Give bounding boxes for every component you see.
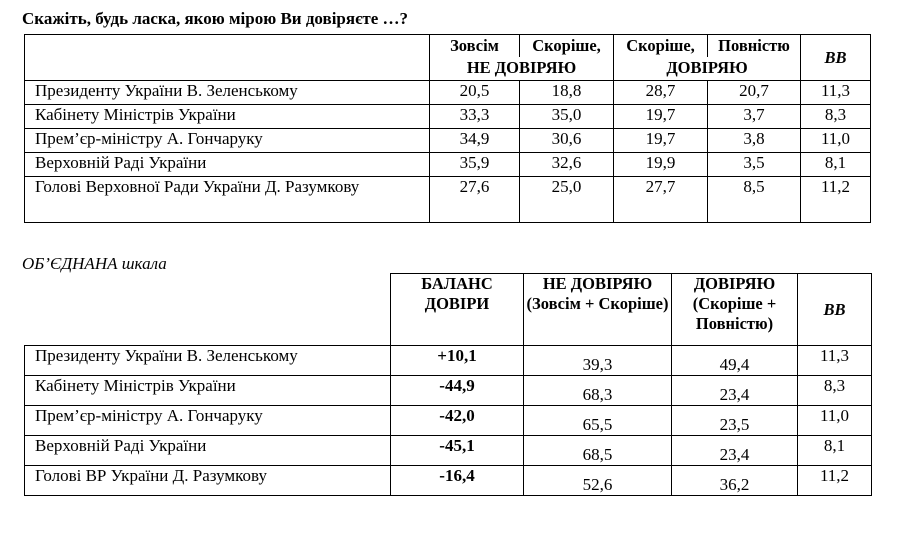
header-vv: ВВ bbox=[801, 35, 871, 81]
cell-zovsim: 35,9 bbox=[430, 153, 520, 177]
cell-povnistyu: 3,7 bbox=[708, 105, 801, 129]
cell-skorishe-trust: 19,7 bbox=[614, 129, 708, 153]
cell-vv: 8,1 bbox=[801, 153, 871, 177]
table-header-group-row bbox=[25, 57, 871, 81]
cell-trust: 23,4 bbox=[672, 376, 798, 406]
table-header-row bbox=[25, 35, 871, 57]
row-label: Прем’єр-міністру А. Гончаруку bbox=[25, 129, 430, 153]
row-label: Президенту України В. Зеленському bbox=[25, 346, 391, 376]
cell-povnistyu: 20,7 bbox=[708, 81, 801, 105]
cell-balance: -45,1 bbox=[391, 436, 524, 466]
row-label: Прем’єр-міністру А. Гончаруку bbox=[25, 406, 391, 436]
cell-zovsim: 33,3 bbox=[430, 105, 520, 129]
table-row bbox=[25, 406, 872, 436]
cell-skorishe-distrust: 32,6 bbox=[520, 153, 614, 177]
cell-skorishe-trust: 19,9 bbox=[614, 153, 708, 177]
table-row bbox=[25, 436, 872, 466]
cell-vv: 8,3 bbox=[801, 105, 871, 129]
cell-povnistyu: 3,5 bbox=[708, 153, 801, 177]
table-header-row bbox=[25, 274, 872, 346]
table-row bbox=[25, 81, 871, 105]
header-group-trust: ДОВІРЯЮ bbox=[614, 57, 801, 81]
table-header-blank-2 bbox=[25, 57, 430, 81]
cell-zovsim: 20,5 bbox=[430, 81, 520, 105]
cell-balance: -42,0 bbox=[391, 406, 524, 436]
cell-zovsim: 27,6 bbox=[430, 177, 520, 223]
table-row bbox=[25, 346, 872, 376]
table-row bbox=[25, 177, 871, 223]
cell-vv: 11,2 bbox=[801, 177, 871, 223]
cell-distrust: 65,5 bbox=[524, 406, 672, 436]
cell-balance: -44,9 bbox=[391, 376, 524, 406]
header-povnistyu: Повністю bbox=[708, 35, 801, 57]
combined-scale-subtitle: ОБ’ЄДНАНА шкала bbox=[22, 254, 167, 273]
table-row bbox=[25, 153, 871, 177]
cell-skorishe-trust: 27,7 bbox=[614, 177, 708, 223]
table-row bbox=[25, 466, 872, 496]
header-distrust-combined: НЕ ДОВІРЯЮ (Зовсім + Скоріше) bbox=[524, 274, 672, 346]
cell-trust: 36,2 bbox=[672, 466, 798, 496]
header-balance: БАЛАНС ДОВІРИ bbox=[391, 274, 524, 346]
cell-vv: 8,1 bbox=[798, 436, 872, 466]
cell-distrust: 39,3 bbox=[524, 346, 672, 376]
cell-distrust: 68,5 bbox=[524, 436, 672, 466]
cell-trust: 49,4 bbox=[672, 346, 798, 376]
cell-vv: 11,2 bbox=[798, 466, 872, 496]
row-label: Голові ВР України Д. Разумкову bbox=[25, 466, 391, 496]
cell-skorishe-distrust: 18,8 bbox=[520, 81, 614, 105]
cell-vv: 11,0 bbox=[798, 406, 872, 436]
row-label: Голові Верховної Ради України Д. Разумкову bbox=[25, 177, 430, 223]
header-zovsim: Зовсім bbox=[430, 35, 520, 57]
header-skorishe-distrust: Скоріше, bbox=[520, 35, 614, 57]
table-row bbox=[25, 376, 872, 406]
trust-combined-table bbox=[24, 273, 872, 496]
header-group-distrust: НЕ ДОВІРЯЮ bbox=[430, 57, 614, 81]
row-label: Верховній Раді України bbox=[25, 436, 391, 466]
cell-vv: 11,3 bbox=[801, 81, 871, 105]
table-header-blank bbox=[25, 35, 430, 57]
cell-trust: 23,5 bbox=[672, 406, 798, 436]
cell-skorishe-trust: 28,7 bbox=[614, 81, 708, 105]
cell-distrust: 52,6 bbox=[524, 466, 672, 496]
table-row bbox=[25, 105, 871, 129]
cell-skorishe-distrust: 35,0 bbox=[520, 105, 614, 129]
cell-skorishe-distrust: 25,0 bbox=[520, 177, 614, 223]
survey-question-title: Скажіть, будь ласка, якою мірою Ви довіряєте …? bbox=[22, 9, 409, 28]
cell-balance: -16,4 bbox=[391, 466, 524, 496]
row-label: Кабінету Міністрів України bbox=[25, 105, 430, 129]
cell-vv: 11,3 bbox=[798, 346, 872, 376]
cell-skorishe-trust: 19,7 bbox=[614, 105, 708, 129]
trust-detailed-table bbox=[24, 34, 871, 223]
cell-trust: 23,4 bbox=[672, 436, 798, 466]
cell-skorishe-distrust: 30,6 bbox=[520, 129, 614, 153]
cell-zovsim: 34,9 bbox=[430, 129, 520, 153]
cell-povnistyu: 3,8 bbox=[708, 129, 801, 153]
cell-povnistyu: 8,5 bbox=[708, 177, 801, 223]
row-label: Президенту України В. Зеленському bbox=[25, 81, 430, 105]
header-vv: ВВ bbox=[798, 274, 872, 346]
table-row bbox=[25, 129, 871, 153]
row-label: Верховній Раді України bbox=[25, 153, 430, 177]
table-header-blank bbox=[25, 274, 391, 346]
cell-vv: 11,0 bbox=[801, 129, 871, 153]
cell-vv: 8,3 bbox=[798, 376, 872, 406]
cell-distrust: 68,3 bbox=[524, 376, 672, 406]
row-label: Кабінету Міністрів України bbox=[25, 376, 391, 406]
header-trust-combined: ДОВІРЯЮ (Скоріше + Повністю) bbox=[672, 274, 798, 346]
cell-balance: +10,1 bbox=[391, 346, 524, 376]
header-skorishe-trust: Скоріше, bbox=[614, 35, 708, 57]
